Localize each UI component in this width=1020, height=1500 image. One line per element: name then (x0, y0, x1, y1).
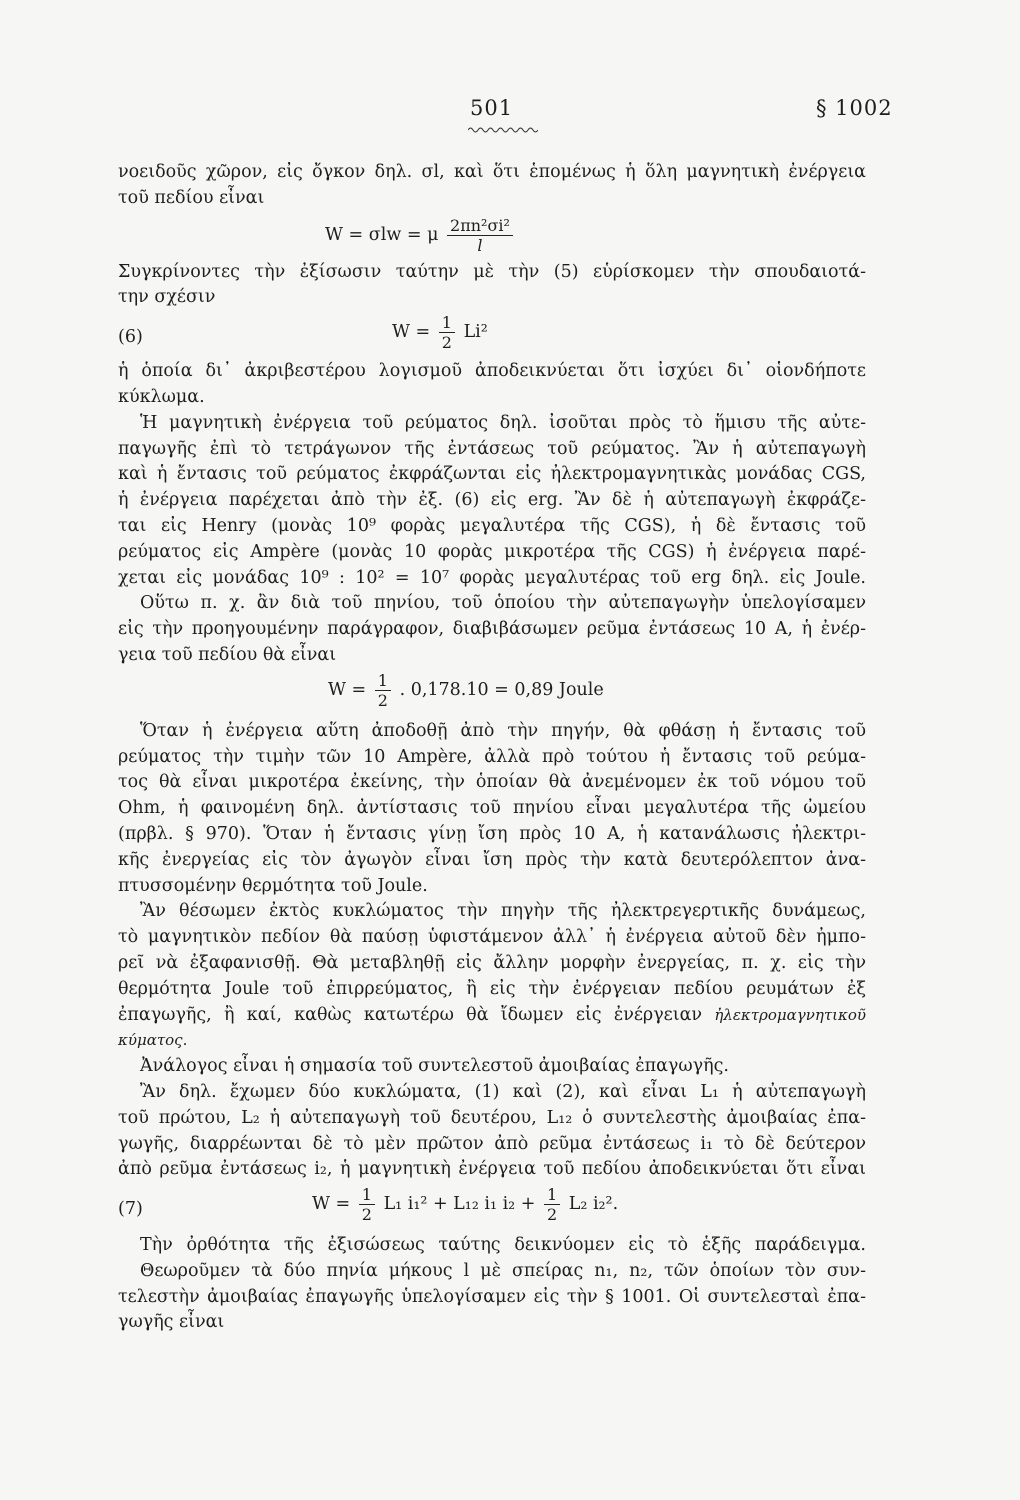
text-line: τοῦ πρώτου, L₂ ἡ αὐτεπαγωγὴ τοῦ δευτέρου, L₁₂ ὁ συντελεστὴς ἀμοιβαίας ἐπα- (118, 1107, 866, 1128)
text-line: κύκλωμα. (118, 386, 205, 407)
text-line: Ohm, ἡ φαινομένη δηλ. ἀντίστασις τοῦ πηνίου εἶναι μεγαλυτέρα τῆς ὠμείου (118, 798, 866, 819)
text-line: γεια τοῦ πεδίου θὰ εἶναι (118, 644, 337, 665)
fraction (439, 313, 455, 352)
equation-lhs: W = (392, 322, 431, 343)
text-line: κύματος. (118, 1031, 188, 1050)
fraction (375, 671, 391, 710)
equation-7 (118, 1183, 866, 1233)
text-line: χεται εἰς μονάδας 10⁹ : 10² = 10⁷ φορὰς μεγαλυτέρας τοῦ erg δηλ. εἰς Joule. (118, 567, 866, 588)
fraction-denominator: 2 (546, 1205, 558, 1225)
equation-joule (118, 669, 866, 719)
text-line: Ἂν δηλ. ἔχωμεν δύο κυκλώματα, (1) καὶ (2), καὶ εἶναι L₁ ἡ αὐτεπαγωγὴ (140, 1081, 866, 1102)
italic-term: ἠλεκτρομαγνητικοῦ (714, 1005, 866, 1024)
equation-label: (6) (118, 327, 143, 348)
text-line: παγωγῆς ἐπὶ τὸ τετράγωνον τῆς ἐντάσεως τοῦ ρεύματος. Ἂν ἡ αὐτεπαγωγὴ (118, 438, 866, 459)
text-line: (πρβλ. § 970). Ὅταν ἡ ἔντασις γίνῃ ἴση πρὸς 10 A, ἡ κατανάλωσις ἠλεκτρι- (118, 823, 866, 844)
text-line: ρεῖ νὰ ἐξαφανισθῇ. Θὰ μεταβληθῇ εἰς ἄλλην μορφὴν ἐνεργείας, π. χ. εἰς τὴν (118, 952, 866, 973)
text-line: τοῦ πεδίου εἶναι (118, 187, 265, 208)
text-line: καὶ ἡ ἔντασις τοῦ ρεύματος ἐκφράζωνται εἰς ἠλεκτρομαγνητικὰς μονάδας CGS, (118, 464, 866, 485)
section-reference: § 1002 (816, 96, 893, 120)
equation-end: L₂ i₂². (568, 1194, 619, 1215)
equation-rhs: . 0,178.10 = 0,89 Joule (399, 679, 604, 700)
equation-label: (7) (118, 1199, 143, 1220)
fraction-numerator: 1 (359, 1185, 375, 1205)
text-line: Θεωροῦμεν τὰ δύο πηνία μήκους l μὲ σπείρας n₁, n₂, τῶν ὁποίων τὸν συν- (140, 1260, 866, 1281)
text-line: Ἂν θέσωμεν ἐκτὸς κυκλώματος τὴν πηγὴν τῆς ἠλεκτρεγερτικῆς δυνάμεως, (140, 901, 866, 922)
equation-middle: L₁ i₁² + L₁₂ i₁ i₂ + (383, 1194, 536, 1215)
text-line: θερμότητα Joule τοῦ ἐπιρρεύματος, ἢ εἰς τὴν ἐνέργειαν πεδίου ρευμάτων ἐξ (118, 978, 866, 999)
fraction (544, 1185, 560, 1224)
equation-rhs: Li² (463, 322, 488, 343)
text-line: νοειδοῦς χῶρον, εἰς ὄγκον δηλ. σl, καὶ ὅτι ἑπομένως ἡ ὅλη μαγνητικὴ ἐνέργεια (118, 162, 866, 182)
page-number: 501 (470, 96, 514, 120)
text-line: τελεστὴν ἀμοιβαίας ἐπαγωγῆς ὑπελογίσαμεν εἰς τὴν § 1001. Οἱ συντελεσταὶ ἐπα- (118, 1286, 866, 1307)
text-line: Ὅταν ἡ ἐνέργεια αὕτη ἀποδοθῇ ἀπὸ τὴν πηγήν, θὰ φθάσῃ ἡ ἔντασις τοῦ (140, 720, 866, 741)
text-line: ἀπὸ ρεῦμα ἐντάσεως i₂, ἡ μαγνητικὴ ἐνέργεια τοῦ πεδίου ἀποδεικνύεται ὅτι εἶναι (118, 1159, 866, 1180)
text-line: Τὴν ὀρθότητα τῆς ἐξισώσεως ταύτης δεικνύομεν εἰς τὸ ἑξῆς παράδειγμα. (140, 1235, 866, 1256)
fraction-denominator: l (477, 235, 483, 255)
text-line: Ἀνάλογος εἶναι ἡ σημασία τοῦ συντελεστοῦ ἀμοιβαίας ἐπαγωγῆς. (140, 1056, 729, 1077)
fraction-numerator: 1 (439, 313, 455, 333)
equation-energy-volume (118, 212, 866, 260)
fraction-denominator: 2 (441, 333, 452, 353)
fraction (447, 216, 513, 255)
text-line: Ἡ μαγνητικὴ ἐνέργεια τοῦ ρεύματος δηλ. ἰσοῦται πρὸς τὸ ἥμισυ τῆς αὐτε- (140, 412, 866, 433)
text-line (118, 1003, 866, 1029)
text-line: ρεύματος τὴν τιμὴν τῶν 10 Ampère, ἀλλὰ πρὸ τούτου ἡ ἔντασις τοῦ ρεύμα- (118, 746, 866, 767)
text-line: πτυσσομένην θερμότητα τοῦ Joule. (118, 875, 428, 896)
fraction-numerator: 1 (375, 671, 391, 691)
text-line: γωγῆς εἶναι (118, 1312, 225, 1333)
equation-lhs: W = (328, 679, 367, 700)
text-line: Συγκρίνοντες τὴν ἐξίσωσιν ταύτην μὲ τὴν (5) εὑρίσκομεν τὴν σπουδαιοτά- (118, 261, 866, 282)
fraction-denominator: 2 (361, 1205, 372, 1225)
fraction-denominator: 2 (377, 690, 388, 710)
text-line: ται εἰς Henry (μονὰς 10⁹ φορὰς μεγαλυτέρα τῆς CGS), ἡ δὲ ἔντασις τοῦ (118, 515, 866, 536)
text-line: Οὕτω π. χ. ἂν διὰ τοῦ πηνίου, τοῦ ὁποίου τὴν αὐτεπαγωγὴν ὑπελογίσαμεν (140, 593, 866, 614)
text-line: γωγῆς, διαρρέωνται δὲ τὸ μὲν πρῶτον ἀπὸ ρεῦμα ἐντάσεως i₁ τὸ δὲ δεύτερον (118, 1133, 866, 1154)
fraction-numerator: 1 (544, 1185, 560, 1205)
text-line: την σχέσιν (118, 287, 216, 308)
equation-lhs: W = σlw = μ (325, 224, 439, 245)
text-line: τος θὰ εἶναι μικροτέρα ἐκείνης, τὴν ὁποίαν θὰ ἀνεμένομεν ἐκ τοῦ νόμου τοῦ (118, 772, 866, 793)
equation-6 (118, 311, 866, 359)
equation-lhs: W = (312, 1194, 351, 1215)
text-line: τὸ μαγνητικὸν πεδίον θὰ παύσῃ ὑφιστάμενον ἀλλ᾽ ἡ ἐνέργεια αὐτοῦ δὲν ἠμπο- (118, 927, 866, 948)
wavy-rule (468, 126, 538, 134)
text-line: εἰς τὴν προηγουμένην παράγραφον, διαβιβάσωμεν ρεῦμα ἐντάσεως 10 A, ἡ ἐνέρ- (118, 619, 866, 640)
fraction (359, 1185, 375, 1224)
text-segment: ἐπαγωγῆς, ἢ καί, καθὼς κατωτέρω θὰ ἴδωμεν εἰς ἐνέργειαν (118, 1004, 703, 1025)
fraction-numerator: 2πn²σi² (447, 216, 513, 236)
text-line: ἡ ὁποία δι᾽ ἀκριβεστέρου λογισμοῦ ἀποδεικνύεται ὅτι ἰσχύει δι᾽ οἱονδήποτε (118, 361, 866, 382)
text-line: ρεύματος εἰς Ampère (μονὰς 10 φορὰς μικροτέρα τῆς CGS) ἡ ἐνέργεια παρέ- (118, 541, 866, 562)
page-body (118, 160, 866, 1336)
text-line: κῆς ἐνεργείας εἰς τὸν ἀγωγὸν εἶναι ἴση πρὸς τὴν κατὰ δευτερόλεπτον ἀνα- (118, 849, 866, 870)
text-line: ἡ ἐνέργεια παρέχεται ἀπὸ τὴν ἐξ. (6) εἰς erg. Ἂν δὲ ἡ αὐτεπαγωγὴ ἐκφράζε- (118, 490, 866, 511)
